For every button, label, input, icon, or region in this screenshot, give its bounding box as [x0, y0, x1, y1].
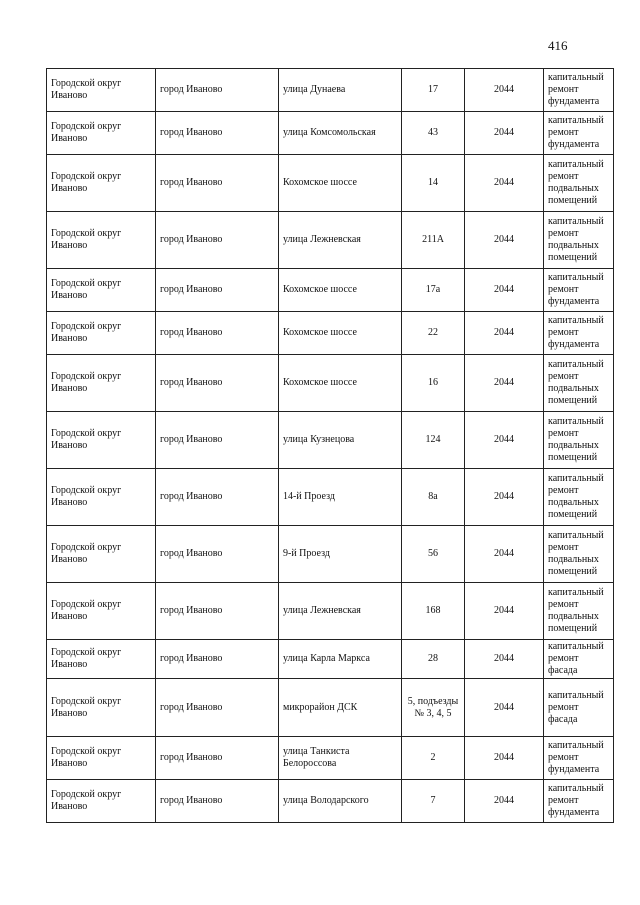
work-type-cell: капитальный ремонт подвальных помещений: [544, 355, 614, 412]
year-cell: 2044: [465, 412, 544, 469]
year-cell: 2044: [465, 640, 544, 679]
work-type-cell: капитальный ремонт подвальных помещений: [544, 583, 614, 640]
house-number-cell: 56: [402, 526, 465, 583]
district-cell: Городской округ Иваново: [47, 412, 156, 469]
house-number-cell: 28: [402, 640, 465, 679]
street-cell: Кохомское шоссе: [279, 355, 402, 412]
district-cell: Городской округ Иваново: [47, 355, 156, 412]
district-cell: Городской округ Иваново: [47, 526, 156, 583]
house-number-cell: 2: [402, 737, 465, 780]
table-row: [47, 469, 614, 526]
table-row: [47, 69, 614, 112]
district-cell: Городской округ Иваново: [47, 112, 156, 155]
street-cell: улица Танкиста Белороссова: [279, 737, 402, 780]
table-row: [47, 112, 614, 155]
repair-schedule-table: [46, 68, 614, 823]
house-number-cell: 14: [402, 155, 465, 212]
city-cell: город Иваново: [156, 469, 279, 526]
house-number-cell: 43: [402, 112, 465, 155]
street-cell: улица Кузнецова: [279, 412, 402, 469]
work-type-cell: капитальный ремонт фасада: [544, 640, 614, 679]
page-number: 416: [548, 38, 568, 53]
work-type-cell: капитальный ремонт подвальных помещений: [544, 469, 614, 526]
table-row: [47, 212, 614, 269]
table-row: [47, 355, 614, 412]
city-cell: город Иваново: [156, 112, 279, 155]
table-row: [47, 583, 614, 640]
table-row: [47, 679, 614, 737]
district-cell: Городской округ Иваново: [47, 269, 156, 312]
year-cell: 2044: [465, 155, 544, 212]
street-cell: улица Володарского: [279, 780, 402, 823]
district-cell: Городской округ Иваново: [47, 155, 156, 212]
house-number-cell: 17: [402, 69, 465, 112]
district-cell: Городской округ Иваново: [47, 780, 156, 823]
street-cell: Кохомское шоссе: [279, 155, 402, 212]
table-row: [47, 780, 614, 823]
year-cell: 2044: [465, 737, 544, 780]
table-row: [47, 737, 614, 780]
year-cell: 2044: [465, 212, 544, 269]
house-number-cell: 7: [402, 780, 465, 823]
table-row: [47, 269, 614, 312]
table-row: [47, 312, 614, 355]
year-cell: 2044: [465, 469, 544, 526]
city-cell: город Иваново: [156, 780, 279, 823]
house-number-cell: 16: [402, 355, 465, 412]
table-row: [47, 155, 614, 212]
district-cell: Городской округ Иваново: [47, 679, 156, 737]
table-row: [47, 640, 614, 679]
work-type-cell: капитальный ремонт фундамента: [544, 112, 614, 155]
district-cell: Городской округ Иваново: [47, 312, 156, 355]
street-cell: микрорайон ДСК: [279, 679, 402, 737]
table-body: [47, 69, 614, 823]
district-cell: Городской округ Иваново: [47, 737, 156, 780]
district-cell: Городской округ Иваново: [47, 212, 156, 269]
house-number-cell: 124: [402, 412, 465, 469]
street-cell: 14-й Проезд: [279, 469, 402, 526]
city-cell: город Иваново: [156, 269, 279, 312]
city-cell: город Иваново: [156, 355, 279, 412]
house-number-cell: 211А: [402, 212, 465, 269]
year-cell: 2044: [465, 69, 544, 112]
district-cell: Городской округ Иваново: [47, 583, 156, 640]
city-cell: город Иваново: [156, 412, 279, 469]
table-row: [47, 526, 614, 583]
year-cell: 2044: [465, 112, 544, 155]
work-type-cell: капитальный ремонт подвальных помещений: [544, 412, 614, 469]
street-cell: улица Комсомольская: [279, 112, 402, 155]
year-cell: 2044: [465, 355, 544, 412]
street-cell: улица Лежневская: [279, 583, 402, 640]
city-cell: город Иваново: [156, 583, 279, 640]
street-cell: 9-й Проезд: [279, 526, 402, 583]
street-cell: улица Карла Маркса: [279, 640, 402, 679]
street-cell: улица Лежневская: [279, 212, 402, 269]
work-type-cell: капитальный ремонт подвальных помещений: [544, 212, 614, 269]
street-cell: Кохомское шоссе: [279, 269, 402, 312]
year-cell: 2044: [465, 583, 544, 640]
year-cell: 2044: [465, 679, 544, 737]
house-number-cell: 17а: [402, 269, 465, 312]
street-cell: Кохомское шоссе: [279, 312, 402, 355]
street-cell: улица Дунаева: [279, 69, 402, 112]
district-cell: Городской округ Иваново: [47, 640, 156, 679]
city-cell: город Иваново: [156, 737, 279, 780]
year-cell: 2044: [465, 526, 544, 583]
city-cell: город Иваново: [156, 679, 279, 737]
year-cell: 2044: [465, 312, 544, 355]
district-cell: Городской округ Иваново: [47, 469, 156, 526]
district-cell: Городской округ Иваново: [47, 69, 156, 112]
work-type-cell: капитальный ремонт фундамента: [544, 737, 614, 780]
work-type-cell: капитальный ремонт фундамента: [544, 780, 614, 823]
work-type-cell: капитальный ремонт подвальных помещений: [544, 155, 614, 212]
year-cell: 2044: [465, 780, 544, 823]
city-cell: город Иваново: [156, 69, 279, 112]
work-type-cell: капитальный ремонт фасада: [544, 679, 614, 737]
work-type-cell: капитальный ремонт фундамента: [544, 312, 614, 355]
house-number-cell: 8а: [402, 469, 465, 526]
work-type-cell: капитальный ремонт фундамента: [544, 69, 614, 112]
city-cell: город Иваново: [156, 640, 279, 679]
table-row: [47, 412, 614, 469]
house-number-cell: 168: [402, 583, 465, 640]
city-cell: город Иваново: [156, 212, 279, 269]
city-cell: город Иваново: [156, 526, 279, 583]
city-cell: город Иваново: [156, 312, 279, 355]
work-type-cell: капитальный ремонт подвальных помещений: [544, 526, 614, 583]
house-number-cell: 22: [402, 312, 465, 355]
city-cell: город Иваново: [156, 155, 279, 212]
year-cell: 2044: [465, 269, 544, 312]
house-number-cell: 5, подъезды № 3, 4, 5: [402, 679, 465, 737]
work-type-cell: капитальный ремонт фундамента: [544, 269, 614, 312]
